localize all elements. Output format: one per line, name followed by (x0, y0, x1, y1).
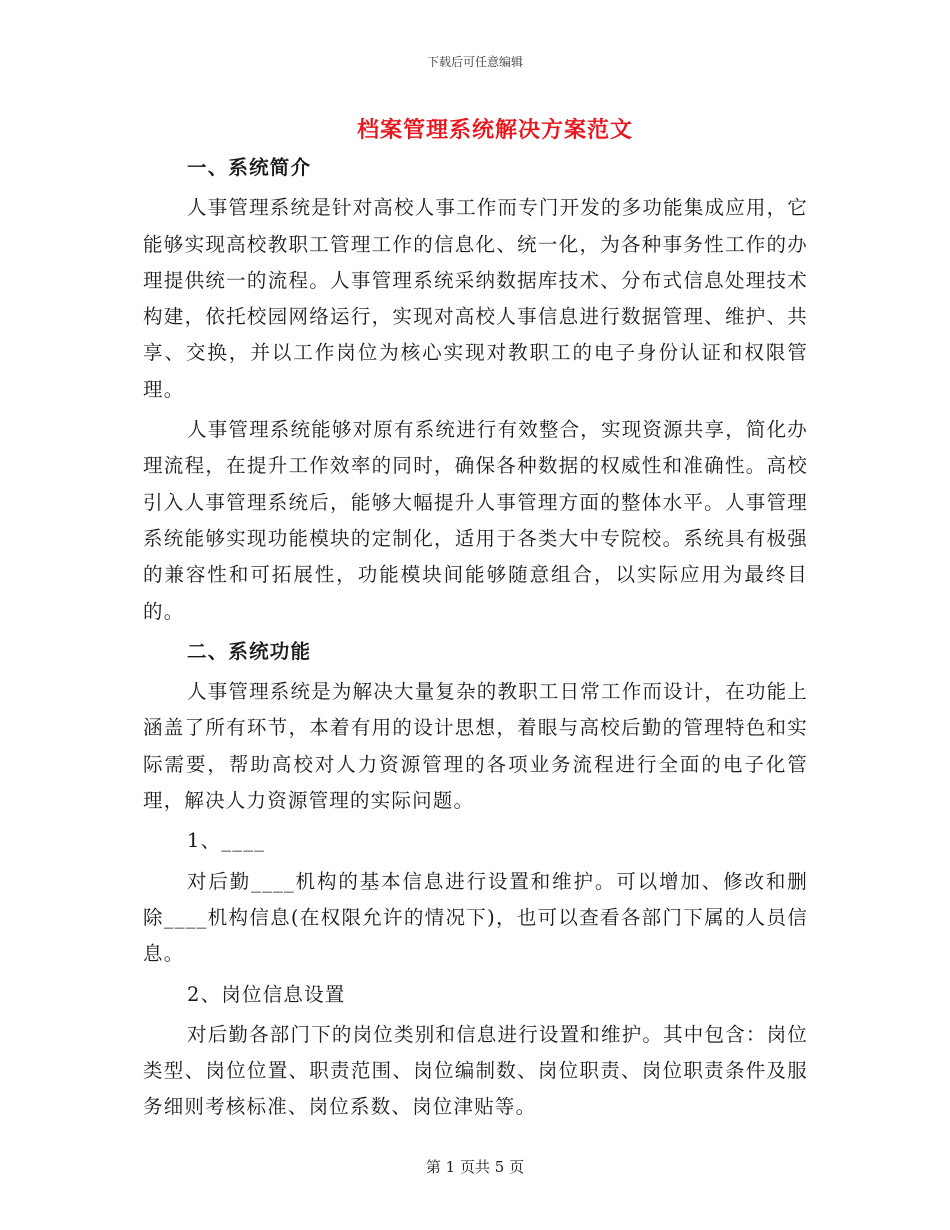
item-label: 2、岗位信息设置 (187, 982, 346, 1006)
document-title: 档案管理系统解决方案范文 (356, 117, 633, 143)
section-heading-introduction: 一、系统简介 (187, 156, 312, 179)
page-number: 第 1 页共 5 页 (425, 1158, 525, 1176)
document-body (143, 148, 808, 1128)
item-description: 对后勤____机构的基本信息进行设置和维护。可以增加、修改和删除____机构信息(在权限允许的情况下)，也可以查看各部门下属的人员信息。 (143, 869, 808, 966)
header-note: 下载后可任意编辑 (426, 55, 523, 69)
item-label: 1、____ (187, 829, 266, 853)
paragraph: 人事管理系统能够对原有系统进行有效整合，实现资源共享，简化办理流程，在提升工作效率的同时，确保各种数据的权威性和准确性。高校引入人事管理系统后，能够大幅提升人事管理方面的整体水平。人事管理系统能够实现功能模块的定制化，适用于各类大中专院校。系统具有极强的兼容性和可拓展性，功能模块间能够随意组合，以实际应用为最终目的。 (143, 418, 809, 623)
item-description: 对后勤各部门下的岗位类别和信息进行设置和维护。其中包含：岗位类型、岗位位置、职责范围、岗位编制数、岗位职责、岗位职责条件及服务细则考核标准、岗位系数、岗位津贴等。 (143, 1022, 809, 1119)
section-heading-functions: 二、系统功能 (187, 639, 312, 663)
paragraph: 人事管理系统是为解决大量复杂的教职工日常工作而设计，在功能上涵盖了所有环节，本着有用的设计思想，着眼与高校后勤的管理特色和实际需要，帮助高校对人力资源管理的各项业务流程进行全面的电子化管理，解决人力资源管理的实际问题。 (143, 680, 809, 813)
paragraph: 人事管理系统是针对高校人事工作而专门开发的多功能集成应用，它能够实现高校教职工管理工作的信息化、统一化，为各种事务性工作的办理提供统一的流程。人事管理系统采纳数据库技术、分布式信息处理技术构建，依托校园网络运行，实现对高校人事信息进行数据管理、维护、共享、交换，并以工作岗位为核心实现对教职工的电子身份认证和权限管理。 (143, 196, 809, 401)
